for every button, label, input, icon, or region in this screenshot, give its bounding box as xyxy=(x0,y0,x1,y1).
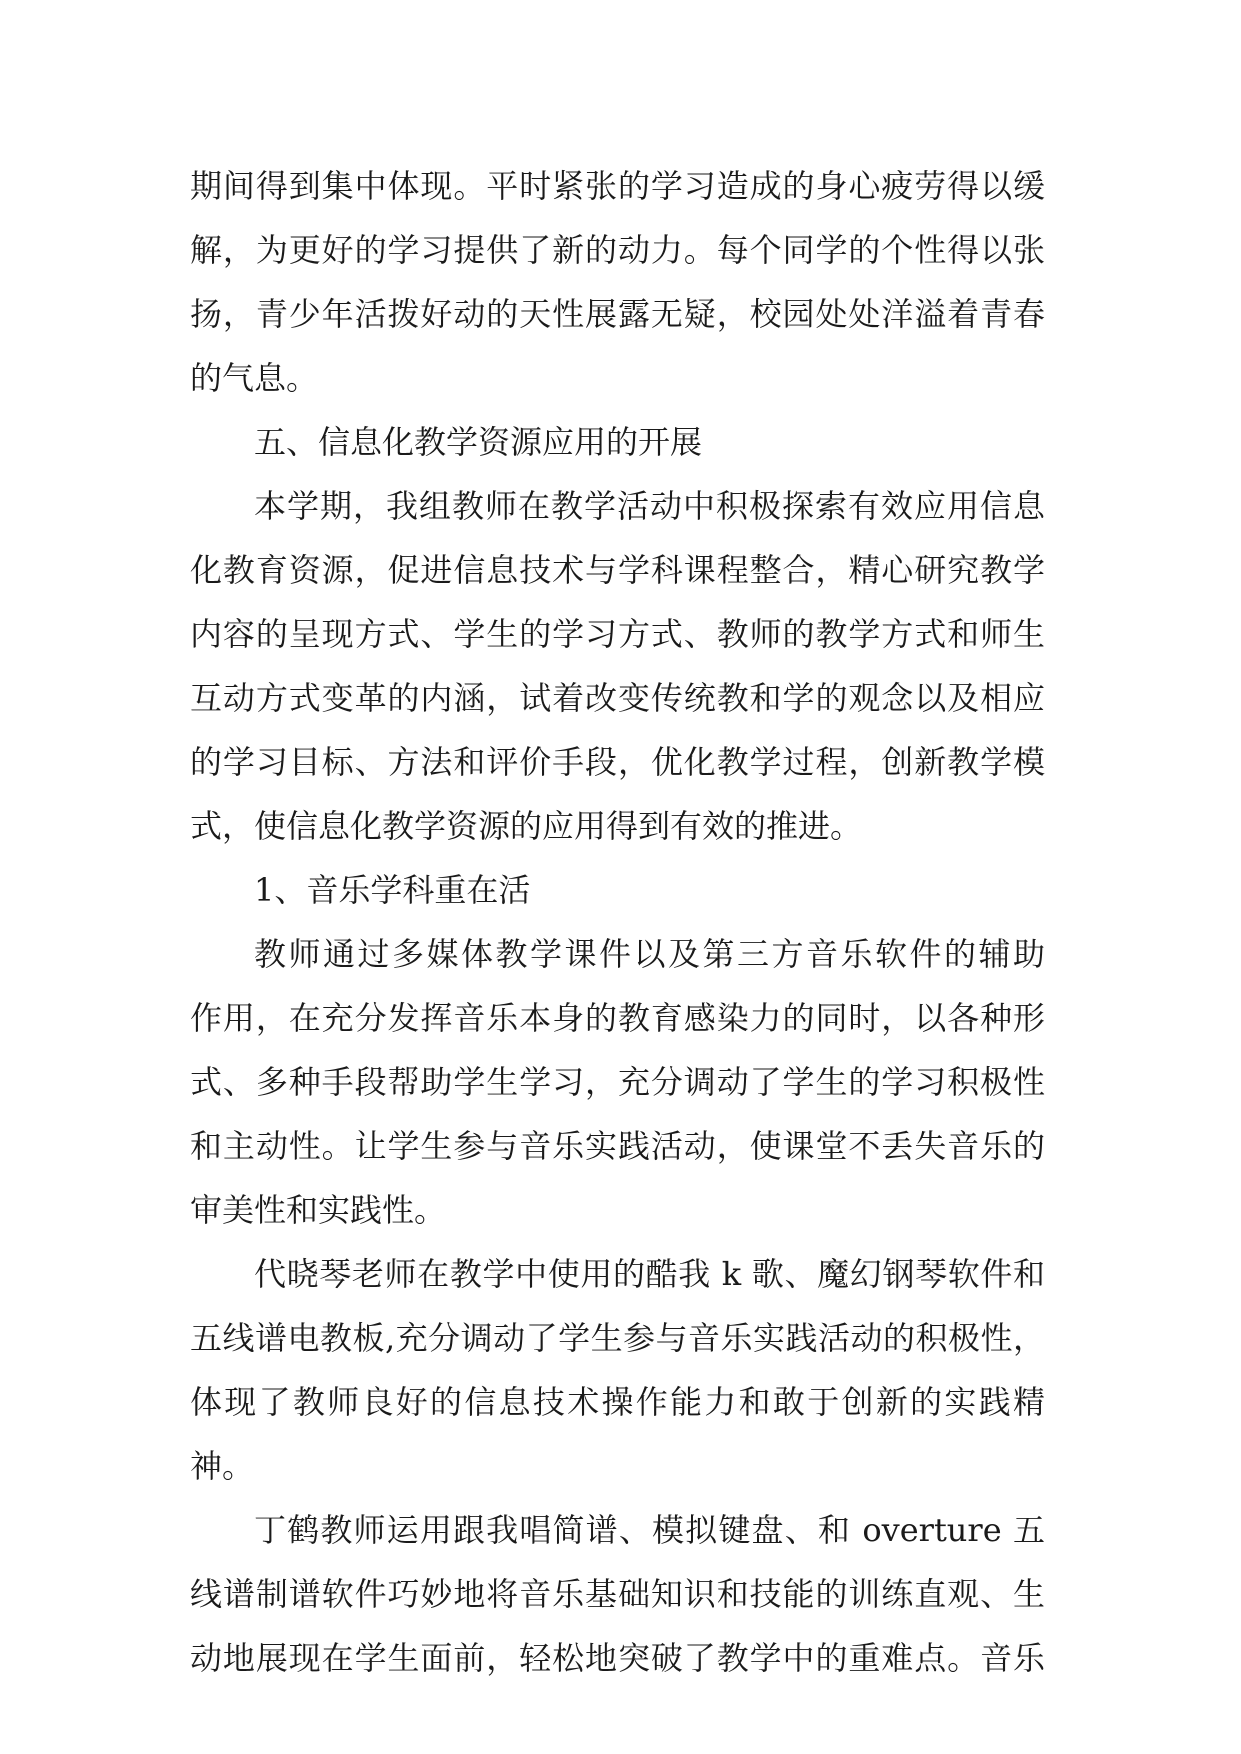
paragraph-line: 作用，在充分发挥音乐本身的教育感染力的同时，以各种形 xyxy=(190,999,1045,1037)
paragraph-line: 体现了教师良好的信息技术操作能力和敢于创新的实践精 xyxy=(190,1383,1045,1421)
paragraph-line: 本学期，我组教师在教学活动中积极探索有效应用信息 xyxy=(254,487,1045,525)
paragraph-line: 式，使信息化教学资源的应用得到有效的推进。 xyxy=(190,807,863,845)
paragraph-line: 扬，青少年活拨好动的天性展露无疑，校园处处洋溢着青春 xyxy=(190,295,1045,333)
paragraph-line: 神。 xyxy=(190,1447,255,1485)
paragraph-line: 的气息。 xyxy=(190,359,319,397)
paragraph-line: 代晓琴老师在教学中使用的酷我 k 歌、魔幻钢琴软件和 xyxy=(254,1255,1045,1293)
paragraph-line: 审美性和实践性。 xyxy=(190,1191,447,1229)
paragraph-line: 教师通过多媒体教学课件以及第三方音乐软件的辅助 xyxy=(254,935,1045,973)
paragraph-line: 互动方式变革的内涵，试着改变传统教和学的观念以及相应 xyxy=(190,679,1045,717)
paragraph-line: 内容的呈现方式、学生的学习方式、教师的教学方式和师生 xyxy=(190,615,1045,653)
paragraph-line: 的学习目标、方法和评价手段，优化教学过程，创新教学模 xyxy=(190,743,1045,781)
subsection-heading: 1、音乐学科重在活 xyxy=(254,871,531,909)
paragraph-line: 五线谱电教板,充分调动了学生参与音乐实践活动的积极性， xyxy=(190,1319,1045,1357)
section-heading: 五、信息化教学资源应用的开展 xyxy=(254,423,703,461)
paragraph-line: 和主动性。让学生参与音乐实践活动，使课堂不丢失音乐的 xyxy=(190,1127,1045,1165)
paragraph-line: 线谱制谱软件巧妙地将音乐基础知识和技能的训练直观、生 xyxy=(190,1575,1045,1613)
paragraph-line: 期间得到集中体现。平时紧张的学习造成的身心疲劳得以缓 xyxy=(190,167,1045,205)
paragraph-line: 解，为更好的学习提供了新的动力。每个同学的个性得以张 xyxy=(190,231,1045,269)
paragraph-line: 化教育资源，促进信息技术与学科课程整合，精心研究教学 xyxy=(190,551,1045,589)
paragraph-line: 丁鹤教师运用跟我唱简谱、模拟键盘、和 overture 五 xyxy=(254,1511,1045,1549)
paragraph-line: 式、多种手段帮助学生学习，充分调动了学生的学习积极性 xyxy=(190,1063,1045,1101)
paragraph-line: 动地展现在学生面前，轻松地突破了教学中的重难点。音乐 xyxy=(190,1639,1045,1677)
